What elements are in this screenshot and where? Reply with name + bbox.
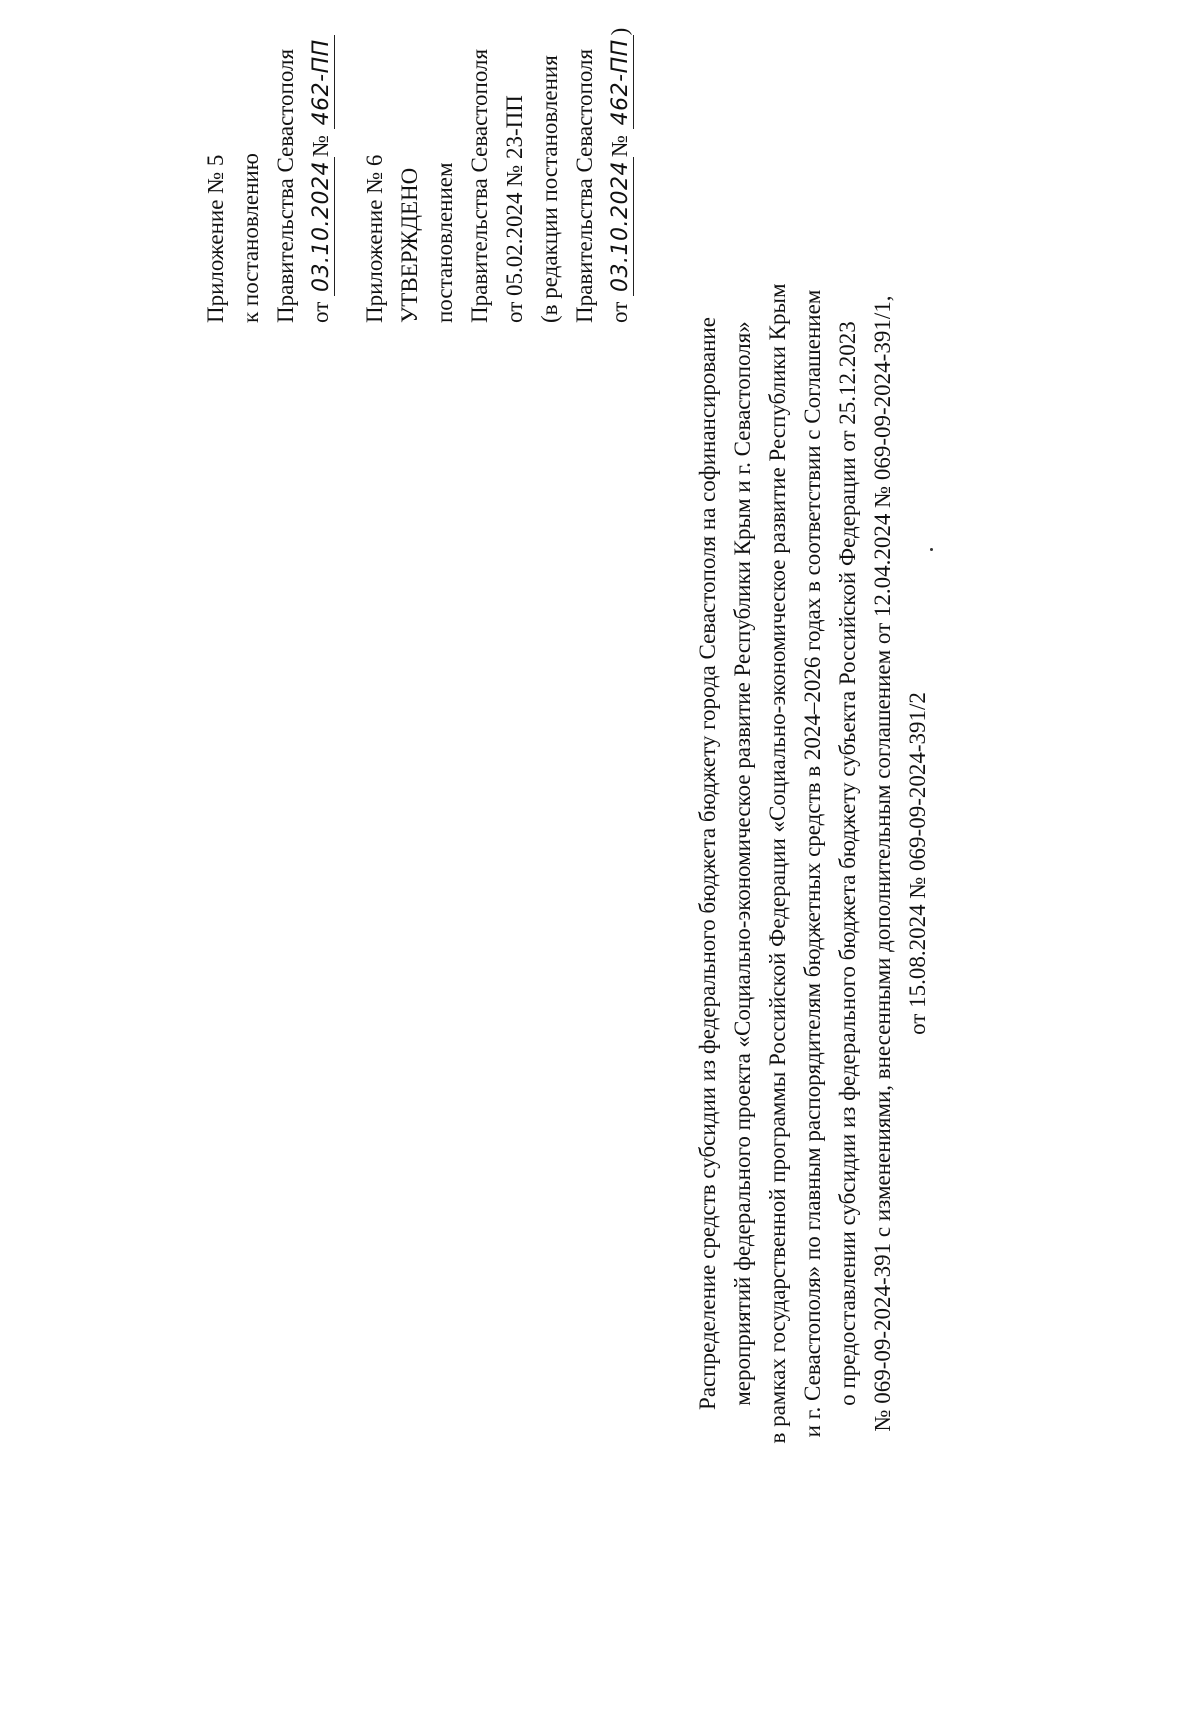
app6-line5: от 05.02.2024 № 23-ПП — [502, 95, 527, 323]
app5-title: Приложение № 5 — [203, 154, 228, 323]
app5-num-prefix: № — [308, 135, 333, 158]
app5-handwritten-number: 462-ПП — [309, 35, 335, 129]
app6-date-line — [602, 0, 638, 323]
app5-line3: Правительства Севастополя — [273, 48, 298, 323]
app6-line3: постановлением — [432, 162, 457, 323]
main-title-line: и г. Севастополя» по главным распорядителям бюджетных средств в 2024–2026 годах в соответствии с Соглашением — [800, 289, 825, 1438]
app6-handwritten-date: 03.10.2024 — [608, 157, 634, 296]
app6-handwritten-number: 462-ПП — [608, 35, 634, 129]
app6-title: Приложение № 6 — [362, 154, 387, 323]
main-title-line: от 15.08.2024 № 069-09-2024-391/2 — [905, 692, 930, 1035]
main-title-line: № 069-09-2024-391 с изменениями, внесенными дополнительным соглашением от 12.04.2024 № 069-09-2024-391/1, — [870, 295, 895, 1432]
app6-num-prefix: № — [607, 135, 632, 158]
app6-line2: УТВЕРЖДЕНО — [397, 167, 422, 323]
approval-block — [198, 0, 638, 323]
app6-line6: (в редакции постановления — [537, 55, 562, 323]
app5-date-line — [303, 0, 339, 323]
app5-handwritten-date: 03.10.2024 — [309, 157, 335, 296]
app6-line4: Правительства Севастополя — [467, 48, 492, 323]
main-title-line: в рамках государственной программы Российской Федерации «Социально-экономическое развитие Республики Крым — [765, 283, 790, 1444]
app5-date-prefix: от — [308, 301, 333, 323]
app6-date-prefix: от — [607, 301, 632, 323]
main-title-line: Распределение средств субсидии из федерального бюджета бюджету города Севастополя на софинансирование — [695, 317, 720, 1410]
app6-line7: Правительства Севастополя — [572, 48, 597, 323]
app6-closing-paren: ) — [607, 27, 632, 36]
stray-dot — [930, 548, 933, 551]
main-title-line: о предоставлении субсидии из федерального бюджета бюджету субъекта Российской Федерации от 25.12.2023 — [835, 321, 860, 1406]
main-title — [690, 156, 935, 1571]
main-title-line: мероприятий федерального проекта «Социально-экономическое развитие Республики Крым и г. Севастополя» — [730, 321, 755, 1406]
app5-line2: к постановлению — [238, 153, 263, 323]
